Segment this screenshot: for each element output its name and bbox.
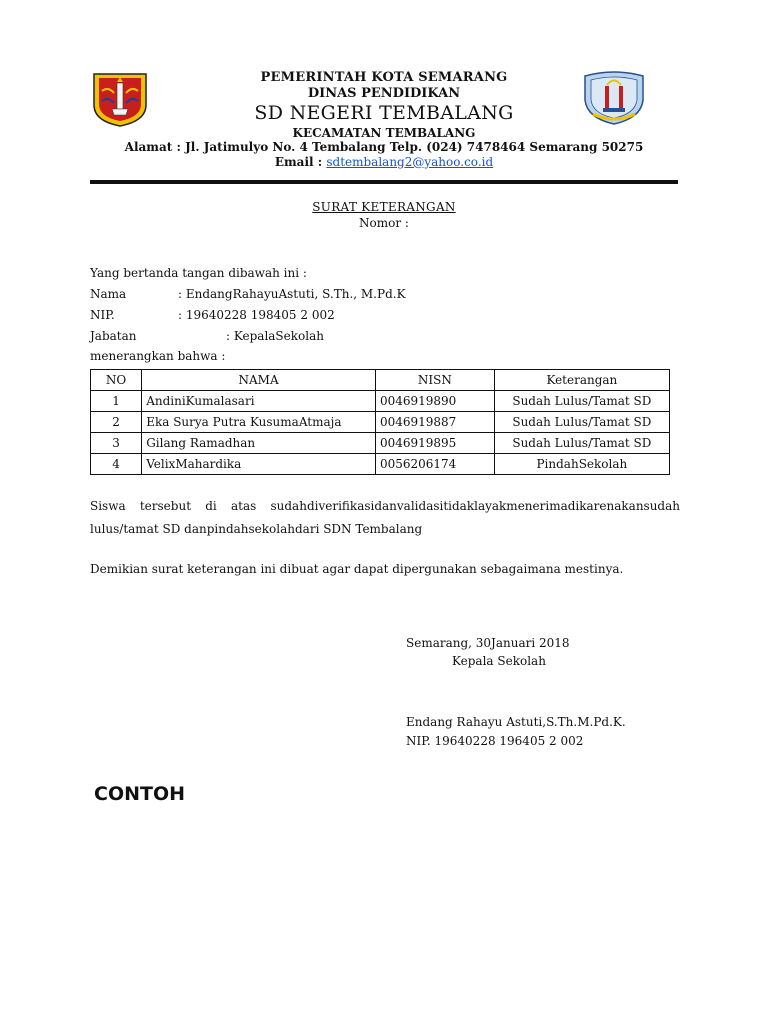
letterhead-divider <box>90 180 678 184</box>
cell-nisn: 0046919890 <box>375 391 494 412</box>
signature-place-date: Semarang, 30Januari 2018 <box>406 636 570 650</box>
cell-no: 3 <box>91 433 142 454</box>
field-jabatan-value: : KepalaSekolah <box>226 329 324 343</box>
col-header-keterangan: Keterangan <box>494 370 669 391</box>
letterhead-email-line <box>150 155 618 169</box>
signature-name: Endang Rahayu Astuti,S.Th.M.Pd.K. <box>406 715 626 729</box>
cell-nama: Eka Surya Putra KusumaAtmaja <box>142 412 376 433</box>
cell-no: 2 <box>91 412 142 433</box>
cell-nama: AndiniKumalasari <box>142 391 376 412</box>
signature-role: Kepala Sekolah <box>452 654 546 668</box>
letterhead-school-name: SD NEGERI TEMBALANG <box>254 102 514 125</box>
cell-nisn: 0046919895 <box>375 433 494 454</box>
intro-text: Yang bertanda tangan dibawah ini : <box>90 266 307 280</box>
semarang-city-emblem-icon <box>90 71 150 127</box>
sample-watermark: CONTOH <box>94 783 186 805</box>
cell-nisn: 0046919887 <box>375 412 494 433</box>
field-nama <box>90 287 406 301</box>
cell-keterangan: PindahSekolah <box>494 454 669 475</box>
field-jabatan <box>90 329 324 343</box>
field-nama-value: : EndangRahayuAstuti, S.Th., M.Pd.K <box>178 287 406 301</box>
table-header-row <box>91 370 670 391</box>
field-jabatan-label: Jabatan <box>90 329 137 343</box>
cell-no: 4 <box>91 454 142 475</box>
signature-nip: NIP. 19640228 196405 2 002 <box>406 734 584 748</box>
student-table <box>90 369 670 475</box>
field-nama-label: Nama <box>90 287 127 301</box>
letterhead-government: PEMERINTAH KOTA SEMARANG <box>260 70 508 85</box>
table-row <box>91 433 670 454</box>
cell-keterangan: Sudah Lulus/Tamat SD <box>494 433 669 454</box>
table-row <box>91 454 670 475</box>
cell-nama: VelixMahardika <box>142 454 376 475</box>
school-emblem-icon <box>581 70 647 126</box>
col-header-no: NO <box>91 370 142 391</box>
table-row <box>91 412 670 433</box>
col-header-nama: NAMA <box>142 370 376 391</box>
email-link[interactable]: sdtembalang2@yahoo.co.id <box>326 154 494 169</box>
cell-keterangan: Sudah Lulus/Tamat SD <box>494 391 669 412</box>
field-nip <box>90 308 335 322</box>
col-header-nisn: NISN <box>375 370 494 391</box>
verification-paragraph: Siswa tersebut di atas sudahdiverifikasidanvalidasitidaklayakmenerimadikarenakansudah lulus/tamat SD danpindahsekolahdari SDN Tembalang <box>90 499 680 536</box>
letter-number: Nomor : <box>359 215 409 230</box>
cell-keterangan: Sudah Lulus/Tamat SD <box>494 412 669 433</box>
letterhead-district: KECAMATAN TEMBALANG <box>292 125 476 140</box>
field-nip-label: NIP. <box>90 308 115 322</box>
field-nip-value: : 19640228 198405 2 002 <box>178 308 335 322</box>
closing-paragraph: Demikian surat keterangan ini dibuat agar dapat dipergunakan sebagaimana mestinya. <box>90 562 624 576</box>
menerangkan-text: menerangkan bahwa : <box>90 349 226 363</box>
cell-nisn: 0056206174 <box>375 454 494 475</box>
email-label: Email : <box>274 154 327 169</box>
letter-title: SURAT KETERANGAN <box>312 200 456 214</box>
letter-title-block <box>0 200 768 231</box>
letterhead-department: DINAS PENDIDIKAN <box>307 85 461 101</box>
table-row <box>91 391 670 412</box>
cell-nama: Gilang Ramadhan <box>142 433 376 454</box>
cell-no: 1 <box>91 391 142 412</box>
letterhead <box>124 70 644 169</box>
letterhead-address: Alamat : Jl. Jatimulyo No. 4 Tembalang Telp. (024) 7478464 Semarang 50275 <box>124 140 644 155</box>
